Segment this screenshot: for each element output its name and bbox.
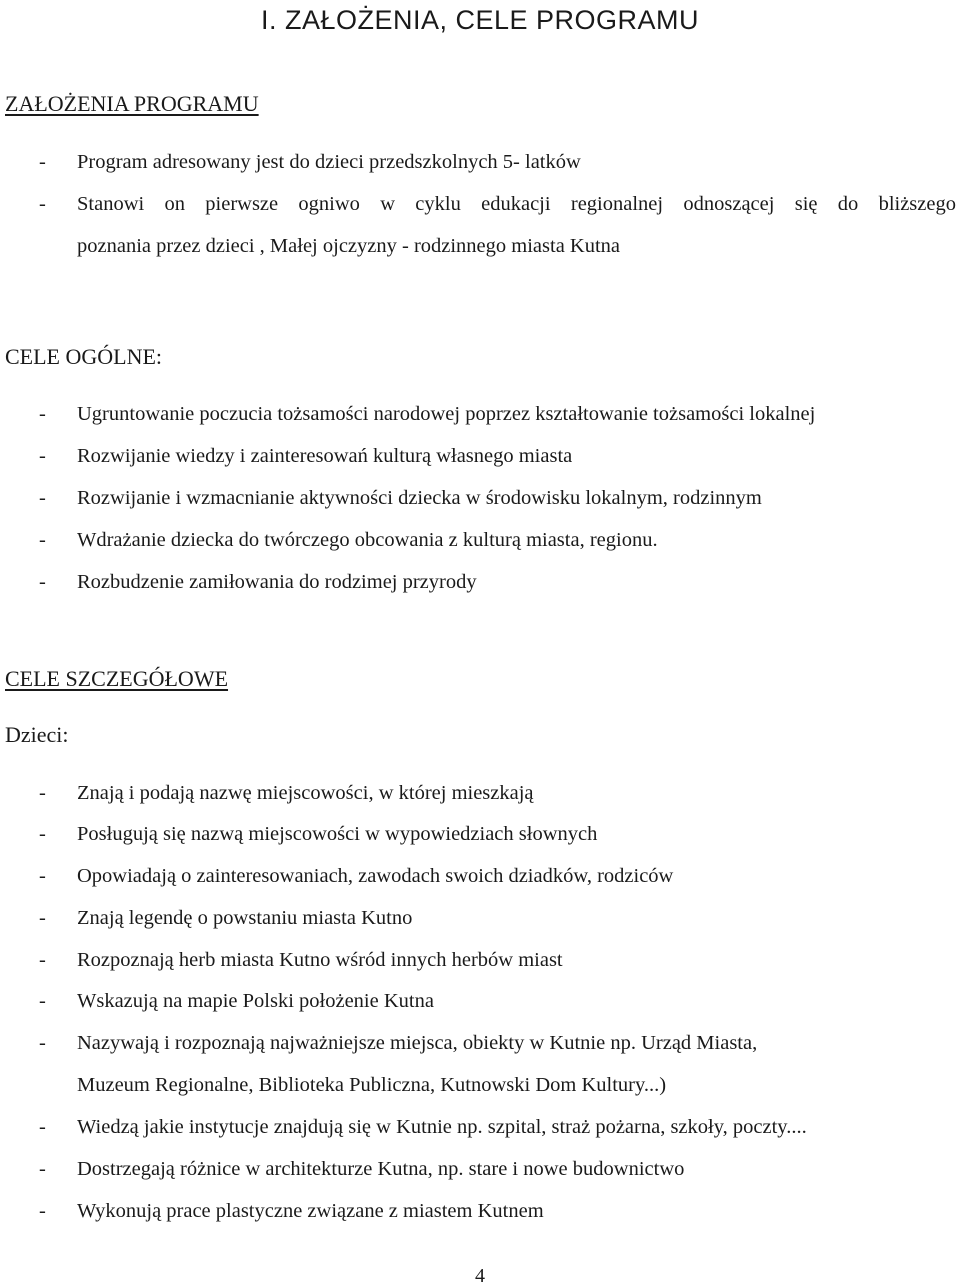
section-heading-cele-ogolne: CELE OGÓLNE: (5, 344, 163, 369)
list-item-text: Rozpoznają herb miasta Kutno wśród innych herbów miast (77, 949, 563, 971)
bullet-dash: - (39, 1032, 46, 1054)
list-item-text: Wiedzą jakie instytucje znajdują się w Kutnie np. szpital, straż pożarna, szkoły, poczty.... (77, 1116, 807, 1138)
bullet-dash: - (39, 990, 46, 1012)
list-item-text: Posługują się nazwą miejscowości w wypowiedziach słownych (77, 823, 598, 845)
list-item-text: Rozwijanie i wzmacnianie aktywności dziecka w środowisku lokalnym, rodzinnym (77, 487, 762, 509)
subheading-dzieci: Dzieci: (5, 722, 69, 747)
list-item-continuation: poznania przez dzieci , Małej ojczyzny - rodzinnego miasta Kutna (77, 235, 621, 257)
bullet-dash: - (39, 1116, 46, 1138)
list-item-text: Wdrażanie dziecka do twórczego obcowania z kulturą miasta, regionu. (77, 529, 658, 551)
bullet-dash: - (39, 823, 46, 845)
page-number: 4 (475, 1265, 485, 1287)
bullet-dash: - (39, 445, 46, 467)
list-item-continuation: Muzeum Regionalne, Biblioteka Publiczna, Kutnowski Dom Kultury...) (77, 1074, 667, 1096)
bullet-dash: - (39, 487, 46, 509)
list-item-text: Stanowi on pierwsze ogniwo w cyklu edukacji regionalnej odnoszącej się do bliższego (77, 193, 956, 215)
list-item-text: Ugruntowanie poczucia tożsamości narodowej poprzez kształtowanie tożsamości lokalnej (77, 403, 816, 425)
list-item-text: Dostrzegają różnice w architekturze Kutna, np. stare i nowe budownictwo (77, 1158, 685, 1180)
bullet-dash: - (39, 782, 46, 804)
document-title: I. ZAŁOŻENIA, CELE PROGRAMU (260, 5, 700, 35)
list-item-text: Wskazują na mapie Polski położenie Kutna (77, 990, 434, 1012)
section-heading-cele-szczegolowe: CELE SZCZEGÓŁOWE (5, 666, 229, 691)
list-item-text: Wykonują prace plastyczne związane z miastem Kutnem (77, 1200, 544, 1222)
bullet-dash: - (39, 403, 46, 425)
bullet-dash: - (39, 571, 46, 593)
list-item-text: Znają i podają nazwę miejscowości, w której mieszkają (77, 782, 534, 804)
list-item-text: Znają legendę o powstaniu miasta Kutno (77, 907, 413, 929)
list-item-text: Rozbudzenie zamiłowania do rodzimej przyrody (77, 571, 477, 593)
section-heading-zalozenia: ZAŁOŻENIA PROGRAMU (5, 91, 259, 116)
list-item-text: Rozwijanie wiedzy i zainteresowań kulturą własnego miasta (77, 445, 573, 467)
bullet-dash: - (39, 529, 46, 551)
bullet-dash: - (39, 151, 46, 173)
list-item-text: Program adresowany jest do dzieci przedszkolnych 5- latków (77, 151, 581, 173)
list-item-text: Nazywają i rozpoznają najważniejsze miejsca, obiekty w Kutnie np. Urząd Miasta, (77, 1032, 758, 1054)
bullet-dash: - (39, 907, 46, 929)
bullet-dash: - (39, 1200, 46, 1222)
list-item-text: Opowiadają o zainteresowaniach, zawodach swoich dziadków, rodziców (77, 865, 674, 887)
bullet-dash: - (39, 193, 46, 215)
bullet-dash: - (39, 865, 46, 887)
bullet-dash: - (39, 1158, 46, 1180)
bullet-dash: - (39, 949, 46, 971)
